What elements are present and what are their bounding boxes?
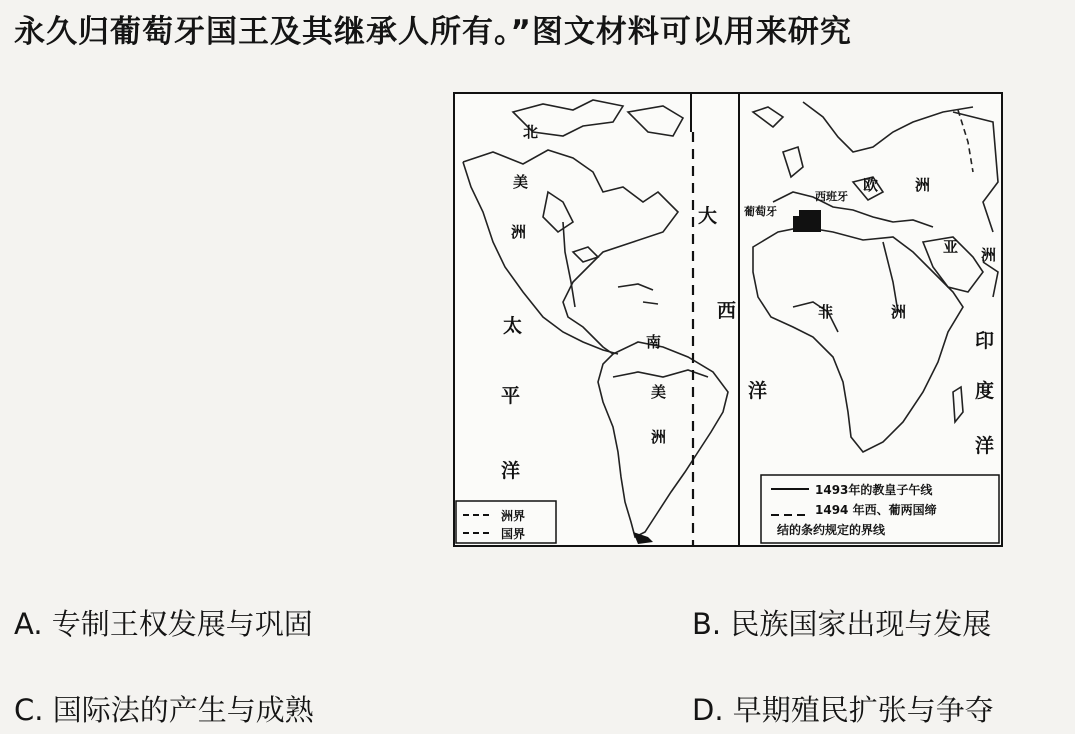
legend-1494-line-a: 1494 年西、葡两国缔	[815, 503, 937, 517]
label-atlantic-end: 洋	[748, 380, 768, 402]
legend-1494-line-b: 结的条约规定的界线	[777, 523, 886, 537]
historical-map-figure	[453, 92, 1003, 547]
label-pacific-3: 洋	[501, 460, 521, 482]
label-north-america-2: 美	[513, 173, 529, 191]
label-atlantic-1: 大	[698, 205, 718, 227]
label-south-america-3: 洲	[651, 428, 667, 446]
option-b[interactable]	[692, 602, 991, 643]
option-a-letter: A.	[14, 607, 43, 641]
label-south-america-1: 南	[646, 333, 662, 351]
option-c-text: 国际法的产生与成熟	[52, 693, 314, 727]
iberia-mark	[799, 210, 821, 232]
label-indian-1: 印	[975, 330, 995, 352]
label-north-america-1: 北	[523, 123, 539, 141]
option-b-letter: B.	[692, 607, 722, 641]
label-south-america-2: 美	[651, 383, 667, 401]
right-legend	[761, 475, 999, 543]
option-d[interactable]	[692, 688, 994, 729]
option-b-text: 民族国家出现与发展	[730, 607, 992, 641]
label-asia-2: 洲	[981, 246, 997, 264]
label-africa-2: 洲	[891, 303, 907, 321]
label-europe-1: 欧	[863, 176, 879, 194]
option-c-letter: C.	[14, 693, 44, 727]
option-d-letter: D.	[692, 693, 724, 727]
legend-1493-line: 1493年的教皇子午线	[815, 483, 933, 497]
label-europe-2: 洲	[915, 176, 931, 194]
label-pacific-2: 平	[501, 385, 521, 407]
legend-national-boundary: 国界	[501, 527, 526, 541]
option-d-text: 早期殖民扩张与争夺	[732, 693, 994, 727]
map-svg	[453, 92, 1003, 547]
label-indian-3: 洋	[975, 435, 995, 457]
left-legend	[456, 501, 556, 543]
option-c[interactable]	[14, 688, 314, 729]
label-asia-1: 亚	[943, 238, 959, 256]
option-a-text: 专制王权发展与巩固	[51, 607, 313, 641]
label-pacific-1: 太	[503, 315, 523, 337]
label-north-america-3: 洲	[511, 223, 527, 241]
label-africa-1: 非	[818, 303, 834, 321]
label-indian-2: 度	[975, 380, 995, 402]
legend-continent-boundary: 洲界	[501, 509, 526, 523]
question-stem: 永久归葡萄牙国王及其继承人所有。”图文材料可以用来研究	[14, 14, 852, 50]
option-a[interactable]	[14, 602, 313, 643]
label-atlantic-2: 西	[717, 300, 737, 322]
label-portugal: 葡萄牙	[744, 205, 777, 218]
label-spain: 西班牙	[815, 190, 848, 203]
